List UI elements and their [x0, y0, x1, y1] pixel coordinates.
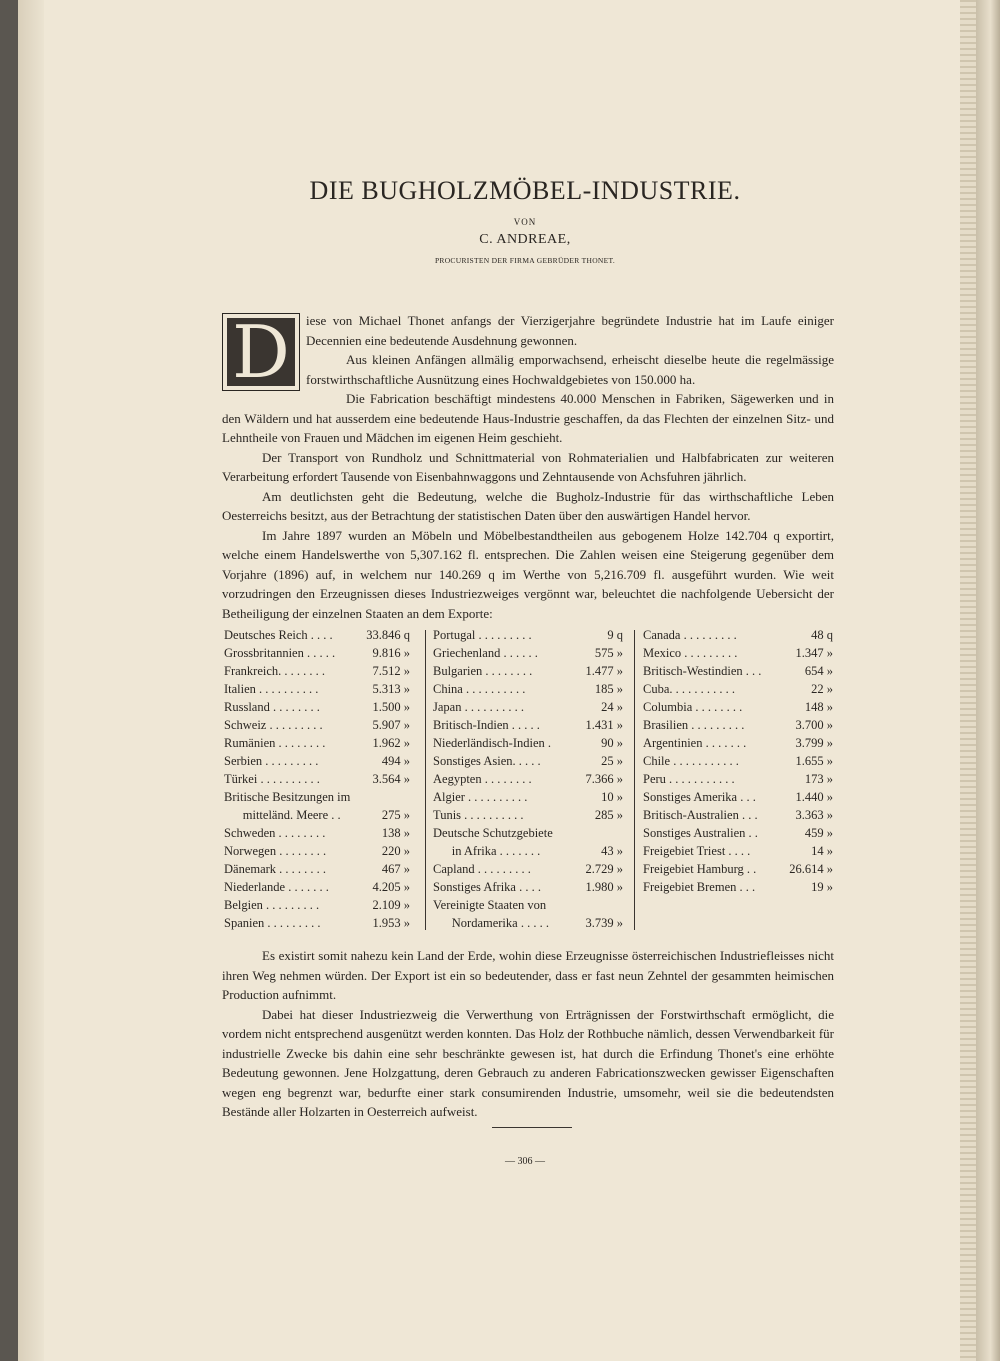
export-quantity: 19 »	[811, 880, 833, 894]
country-name: Vereinigte Staaten von	[433, 898, 547, 912]
table-row	[224, 824, 410, 842]
table-row	[224, 698, 410, 716]
country-name: Japan . . . . . . . . . .	[433, 700, 524, 714]
export-quantity: 14 »	[811, 844, 833, 858]
country-name: Griechenland . . . . . .	[433, 646, 538, 660]
country-name: Russland . . . . . . . .	[224, 700, 320, 714]
table-row	[433, 806, 623, 824]
export-quantity: 4.205 »	[372, 880, 410, 894]
country-name: Freigebiet Triest . . . .	[643, 844, 751, 858]
intro-text	[222, 311, 834, 623]
table-row	[643, 716, 833, 734]
table-row	[224, 662, 410, 680]
export-quantity: 9 q	[607, 628, 623, 642]
paragraph: Die Fabrication beschäftigt mindestens 40.000 Menschen in Fabriken, Sägewerken und in den Wäldern und hat ausserdem eine bedeutende Haus-Industrie geschaffen, da das Flechten der einzelnen Sitz- und Lehntheile von Frauen und Mädchen im eigenen Heim geschieht.	[222, 391, 834, 445]
table-row	[433, 644, 623, 662]
export-quantity: 494 »	[381, 754, 410, 768]
country-name: Sonstiges Afrika . . . .	[433, 880, 541, 894]
author-name: C. ANDREAE,	[479, 232, 571, 247]
table-row	[643, 662, 833, 680]
country-name: Deutsches Reich . . . .	[224, 628, 333, 642]
country-name: Canada . . . . . . . . .	[643, 628, 737, 642]
export-quantity: 33.846 q	[366, 628, 410, 642]
country-name: Tunis . . . . . . . . . .	[433, 808, 524, 822]
country-name: Bulgarien . . . . . . . .	[433, 664, 533, 678]
table-row	[224, 770, 410, 788]
country-name: Freigebiet Bremen . . .	[643, 880, 756, 894]
table-row	[643, 644, 833, 662]
export-quantity: 22 »	[811, 682, 833, 696]
country-name: in Afrika . . . . . . .	[433, 844, 541, 858]
table-row	[224, 752, 410, 770]
country-name: Niederlande . . . . . . .	[224, 880, 329, 894]
table-row	[643, 770, 833, 788]
country-name: Chile . . . . . . . . . . .	[643, 754, 739, 768]
table-row	[643, 698, 833, 716]
paragraph: Am deutlichsten geht die Bedeutung, welche die Bugholz-Industrie für das wirthschaftliche Leben Oesterreichs besitzt, aus der Betrachtung der statistischen Daten über den auswärtigen Handel hervor.	[222, 488, 834, 523]
export-quantity: 285 »	[594, 808, 623, 822]
export-quantity: 1.655 »	[795, 754, 833, 768]
export-quantity: 1.431 »	[585, 718, 623, 732]
table-row	[433, 698, 623, 716]
country-name: Frankreich. . . . . . . .	[224, 664, 326, 678]
country-name: Rumänien . . . . . . . .	[224, 736, 326, 750]
table-row	[224, 644, 410, 662]
country-name: Capland . . . . . . . . .	[433, 862, 531, 876]
column-divider	[425, 630, 426, 930]
country-name: Britisch-Australien . . .	[643, 808, 758, 822]
article-title: DIE BUGHOLZMÖBEL-INDUSTRIE.	[309, 176, 741, 205]
author-affiliation: PROCURISTEN DER FIRMA GEBRÜDER THONET.	[434, 256, 616, 265]
export-quantity: 1.980 »	[585, 880, 623, 894]
export-quantity: 654 »	[804, 664, 833, 678]
ornamental-initial: D	[222, 313, 300, 391]
export-quantity: 173 »	[804, 772, 833, 786]
table-row	[433, 734, 623, 752]
country-name: mitteländ. Meere . .	[224, 808, 341, 822]
byline-von: VON	[513, 217, 537, 227]
table-row	[643, 752, 833, 770]
country-name: Britisch-Indien . . . . .	[433, 718, 540, 732]
paragraph: Im Jahre 1897 wurden an Möbeln und Möbelbestandtheilen aus gebogenem Holze 142.704 q exportirt, welche einem Handelswerthe von 5,307.162 fl. entsprechen. Die Zahlen weisen eine Steigerung gegenüber dem Vorjahre (1896) auf, in welchem nur 140.269 q im Werthe von 5,216.709 fl. ausgeführt wurden. Wie weit vorzudringen den Erzeugnissen dieses Industriezweiges vergönnt war, beleuchtet die nachfolgende Uebersicht der Betheiligung der einzelnen Staaten an dem Exporte:	[222, 527, 834, 621]
country-name: Sonstiges Australien . .	[643, 826, 758, 840]
country-name: Grossbritannien . . . . .	[224, 646, 336, 660]
table-row	[224, 734, 410, 752]
paragraph: iese von Michael Thonet anfangs der Vierzigerjahre begründete Industrie hat im Laufe einiger Decennien eine bedeutende Ausdehnung gewonnen.	[306, 313, 834, 348]
country-name: Brasilien . . . . . . . . .	[643, 718, 745, 732]
table-row	[643, 878, 833, 896]
country-name: Britisch-Westindien . . .	[643, 664, 762, 678]
export-quantity: 1.477 »	[585, 664, 623, 678]
country-name: Norwegen . . . . . . . .	[224, 844, 327, 858]
export-quantity: 3.700 »	[795, 718, 833, 732]
table-row	[224, 716, 410, 734]
export-quantity: 1.500 »	[372, 700, 410, 714]
country-name: Aegypten . . . . . . . .	[433, 772, 532, 786]
country-name: Serbien . . . . . . . . .	[224, 754, 319, 768]
table-row	[224, 626, 410, 644]
export-quantity: 7.366 »	[585, 772, 623, 786]
export-quantity: 5.313 »	[372, 682, 410, 696]
export-quantity	[619, 896, 623, 914]
export-quantity: 138 »	[381, 826, 410, 840]
table-row	[643, 734, 833, 752]
country-name: China . . . . . . . . . .	[433, 682, 526, 696]
table-row	[224, 878, 410, 896]
closing-text	[222, 946, 834, 1122]
table-row	[224, 806, 410, 824]
country-name: Spanien . . . . . . . . .	[224, 916, 321, 930]
export-quantity: 90 »	[601, 736, 623, 750]
export-quantity: 43 »	[601, 844, 623, 858]
country-name: Schweiz . . . . . . . . .	[224, 718, 323, 732]
table-row	[643, 626, 833, 644]
country-name: Schweden . . . . . . . .	[224, 826, 326, 840]
country-name: Argentinien . . . . . . .	[643, 736, 747, 750]
export-quantity: 5.907 »	[372, 718, 410, 732]
country-name: Türkei . . . . . . . . . .	[224, 772, 320, 786]
table-row	[433, 680, 623, 698]
table-row	[433, 860, 623, 878]
export-table-col-2	[433, 626, 623, 932]
country-name: Peru . . . . . . . . . . .	[643, 772, 735, 786]
table-row	[433, 716, 623, 734]
table-row	[433, 896, 623, 914]
export-quantity: 3.363 »	[795, 808, 833, 822]
end-rule	[492, 1127, 572, 1128]
country-name: Freigebiet Hamburg . .	[643, 862, 757, 876]
table-row	[433, 914, 623, 932]
paragraph: Es existirt somit nahezu kein Land der Erde, wohin diese Erzeugnisse österreichischen Industriefleisses nicht ihren Weg nehmen würden. Der Export ist ein so bedeutender, dass er fast neun Zehntel der gesammten heimischen Production aufnimmt.	[222, 948, 834, 1002]
table-row	[224, 680, 410, 698]
table-row	[643, 788, 833, 806]
country-name: Nordamerika . . . . .	[433, 916, 549, 930]
country-name: Deutsche Schutzgebiete	[433, 826, 553, 840]
table-row	[643, 824, 833, 842]
export-quantity: 467 »	[381, 862, 410, 876]
export-quantity: 2.109 »	[372, 898, 410, 912]
export-quantity: 575 »	[594, 646, 623, 660]
export-quantity: 220 »	[381, 844, 410, 858]
table-row	[643, 842, 833, 860]
export-quantity: 185 »	[594, 682, 623, 696]
table-row	[433, 662, 623, 680]
country-name: Italien . . . . . . . . . .	[224, 682, 319, 696]
export-quantity: 7.512 »	[372, 664, 410, 678]
export-quantity: 459 »	[804, 826, 833, 840]
export-table-col-3	[643, 626, 833, 896]
table-row	[643, 680, 833, 698]
export-quantity: 3.739 »	[585, 916, 623, 930]
export-quantity: 24 »	[601, 700, 623, 714]
export-quantity: 10 »	[601, 790, 623, 804]
export-quantity: 1.953 »	[372, 916, 410, 930]
country-name: Niederländisch-Indien .	[433, 736, 552, 750]
table-row	[643, 806, 833, 824]
country-name: Algier . . . . . . . . . .	[433, 790, 528, 804]
export-quantity: 1.962 »	[372, 736, 410, 750]
export-quantity	[406, 788, 410, 806]
table-row	[433, 824, 623, 842]
export-table-col-1	[224, 626, 410, 932]
table-row	[433, 752, 623, 770]
table-row	[224, 860, 410, 878]
export-quantity: 25 »	[601, 754, 623, 768]
table-row	[433, 878, 623, 896]
export-quantity: 3.799 »	[795, 736, 833, 750]
country-name: Sonstiges Amerika . . .	[643, 790, 756, 804]
export-quantity: 148 »	[804, 700, 833, 714]
column-divider	[634, 630, 635, 930]
table-row	[224, 788, 410, 806]
country-name: Cuba. . . . . . . . . . .	[643, 682, 736, 696]
table-row	[224, 896, 410, 914]
page-number: — 306 —	[505, 1156, 545, 1167]
export-quantity: 9.816 »	[372, 646, 410, 660]
table-row	[433, 842, 623, 860]
table-row	[433, 788, 623, 806]
export-quantity: 3.564 »	[372, 772, 410, 786]
table-row	[643, 860, 833, 878]
country-name: Dänemark . . . . . . . .	[224, 862, 327, 876]
country-name: Britische Besitzungen im	[224, 790, 351, 804]
table-row	[224, 914, 410, 932]
export-quantity: 2.729 »	[585, 862, 623, 876]
export-quantity: 1.347 »	[795, 646, 833, 660]
table-row	[224, 842, 410, 860]
country-name: Columbia . . . . . . . .	[643, 700, 743, 714]
paragraph: Aus kleinen Anfängen allmälig emporwachsend, erheischt dieselbe heute die regelmässige forstwirthschaftliche Ausnützung eines Hochwaldgebietes von 150.000 ha.	[306, 352, 834, 387]
export-quantity	[619, 824, 623, 842]
export-quantity: 26.614 »	[789, 862, 833, 876]
paragraph: Dabei hat dieser Industriezweig die Verwerthung von Erträgnissen der Forstwirthschaft ermöglicht, die vordem nicht entsprechend ausgenützt werden konnten. Das Holz der Rothbuche nämlich, dessen Verwendbarkeit für industrielle Zwecke bis dahin eine sehr beschränkte gewesen ist, hat durch die Erfindung Thonet's eine erhöhte Bedeutung gewonnen. Jene Holzgattung, deren Gebrauch zu anderen Fabricationszwecken gewisser Eigenschaften wegen eng begrenzt war, bedurfte einer stark consumirenden Industrie, umsomehr, weil sie die bedeutendsten Bestände aller Holzarten in Oesterreich aufweist.	[222, 1006, 834, 1119]
export-quantity: 48 q	[811, 628, 833, 642]
country-name: Mexico . . . . . . . . .	[643, 646, 738, 660]
table-row	[433, 626, 623, 644]
country-name: Sonstiges Asien. . . . .	[433, 754, 541, 768]
export-quantity: 1.440 »	[795, 790, 833, 804]
country-name: Portugal . . . . . . . . .	[433, 628, 532, 642]
table-row	[433, 770, 623, 788]
country-name: Belgien . . . . . . . . .	[224, 898, 320, 912]
paragraph: Der Transport von Rundholz und Schnittmaterial von Rohmaterialien und Halbfabricaten zur weiteren Verarbeitung erfordert Tausende von Eisenbahnwaggons und Zehntausende von Achsfuhren jährlich.	[222, 449, 834, 484]
export-quantity: 275 »	[381, 808, 410, 822]
